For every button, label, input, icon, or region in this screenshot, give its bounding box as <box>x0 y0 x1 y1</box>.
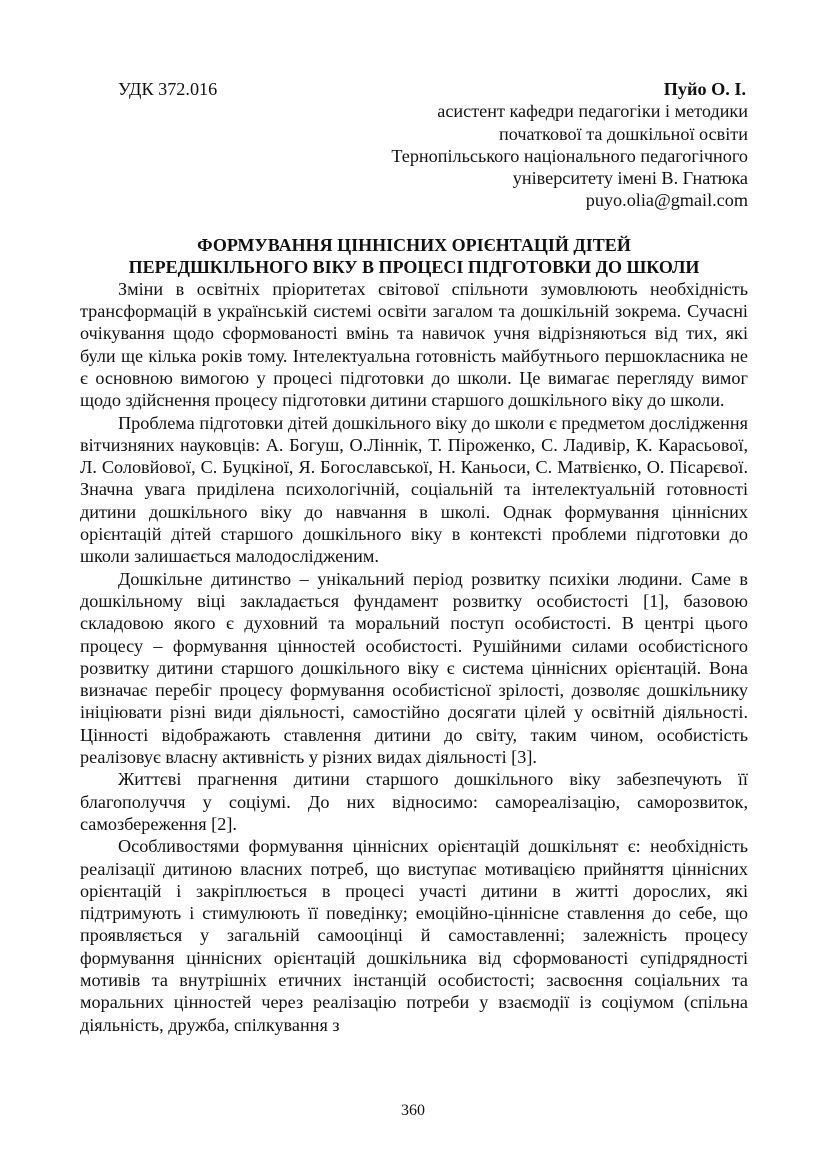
author-email: puyo.olia@gmail.com <box>585 190 748 211</box>
article-body <box>80 278 748 1036</box>
body-paragraph: Дошкільне дитинство – унікальний період розвитку психіки людини. Саме в дошкільному віці закладається фундамент розвитку особистості [1], базовою складовою якого є духовний та моральний поступ особистості. В центрі цього процесу – формування цінностей особистості. Рушійними силами особистісного розвитку дитини старшого дошкільного віку є система ціннісних орієнтацій. Вона визначає перебіг процесу формування особистісної зрілості, дозволяє дошкільнику ініціювати різні види діяльності, самостійно досягати цілей у освітній діяльності. Цінності відображають ставлення дитини до світу, таким чином, особистість реалізовує власну активність у різних видах діяльності [3]. <box>80 568 748 768</box>
author-affiliation <box>80 100 748 211</box>
affiliation-line: університету імені В. Гнатюка <box>512 168 748 189</box>
title-line: ФОРМУВАННЯ ЦІННІСНИХ ОРІЄНТАЦІЙ ДІТЕЙ <box>197 234 631 255</box>
affiliation-line: асистент кафедри педагогіки і методики <box>437 101 748 122</box>
affiliation-line: Тернопільського національного педагогічного <box>391 145 748 166</box>
udc-code: УДК 372.016 <box>118 79 218 99</box>
body-paragraph: Життєві прагнення дитини старшого дошкільного віку забезпечують її благополуччя у соціумі. До них відносимо: самореалізацію, саморозвиток, самозбереження [2]. <box>80 769 748 834</box>
article-page <box>80 78 748 1036</box>
page-number: 360 <box>401 1102 425 1119</box>
title-line: ПЕРЕДШКІЛЬНОГО ВІКУ В ПРОЦЕСІ ПІДГОТОВКИ ДО ШКОЛИ <box>128 256 700 277</box>
author-name: Пуйо О. І. <box>663 79 746 99</box>
affiliation-line: початкової та дошкільної освіти <box>499 123 748 144</box>
body-paragraph: Зміни в освітніх пріоритетах світової спільноти зумовлюють необхідність трансформацій в українській системі освіти загалом та дошкільній зокрема. Сучасні очікування щодо сформованості вмінь та навичок учня відрізняються від тих, які були ще кілька років тому. Інтелектуальна готовність майбутнього першокласника не є основною вимогою у процесі підготовки до школи. Це вимагає перегляду вимог щодо здійснення процесу підготовки дитини старшого дошкільного віку до школи. <box>80 278 748 411</box>
article-title <box>80 234 748 278</box>
body-paragraph: Особливостями формування ціннісних орієнтацій дошкільнят є: необхідність реалізації дитиною власних потреб, що виступає мотивацією прийняття ціннісних орієнтацій і закріплюється в процесі участі дитини в житті дорослих, які підтримують і стимулюють її поведінку; емоційно-ціннісне ставлення до себе, що проявляється у загальній самооцінці й самоставленні; залежність процесу формування ціннісних орієнтацій дошкільника від сформованості супідрядності мотивів та внутрішніх етичних інстанцій особистості; засвоєння соціальних та моральних цінностей через реалізацію потреби у взаємодії із соціумом (спільна діяльність, дружба, спілкування з <box>80 836 748 1035</box>
body-paragraph: Проблема підготовки дітей дошкільного віку до школи є предметом дослідження вітчизняних науковців: А. Богуш, О.Ліннік, Т. Піроженко, С. Ладивір, К. Карасьової, Л. Соловйової, С. Буцкіної, Я. Богославської, Н. Каньоси, С. Матвієнко, О. Пісарєвої. Значна увага приділена психологічній, соціальній та інтелектуальній готовності дитини дошкільного віку до навчання в школі. Однак формування ціннісних орієнтацій дітей старшого дошкільного віку в контексті проблеми підготовки до школи залишається малодослідженим. <box>80 412 748 567</box>
header-row <box>80 78 748 100</box>
